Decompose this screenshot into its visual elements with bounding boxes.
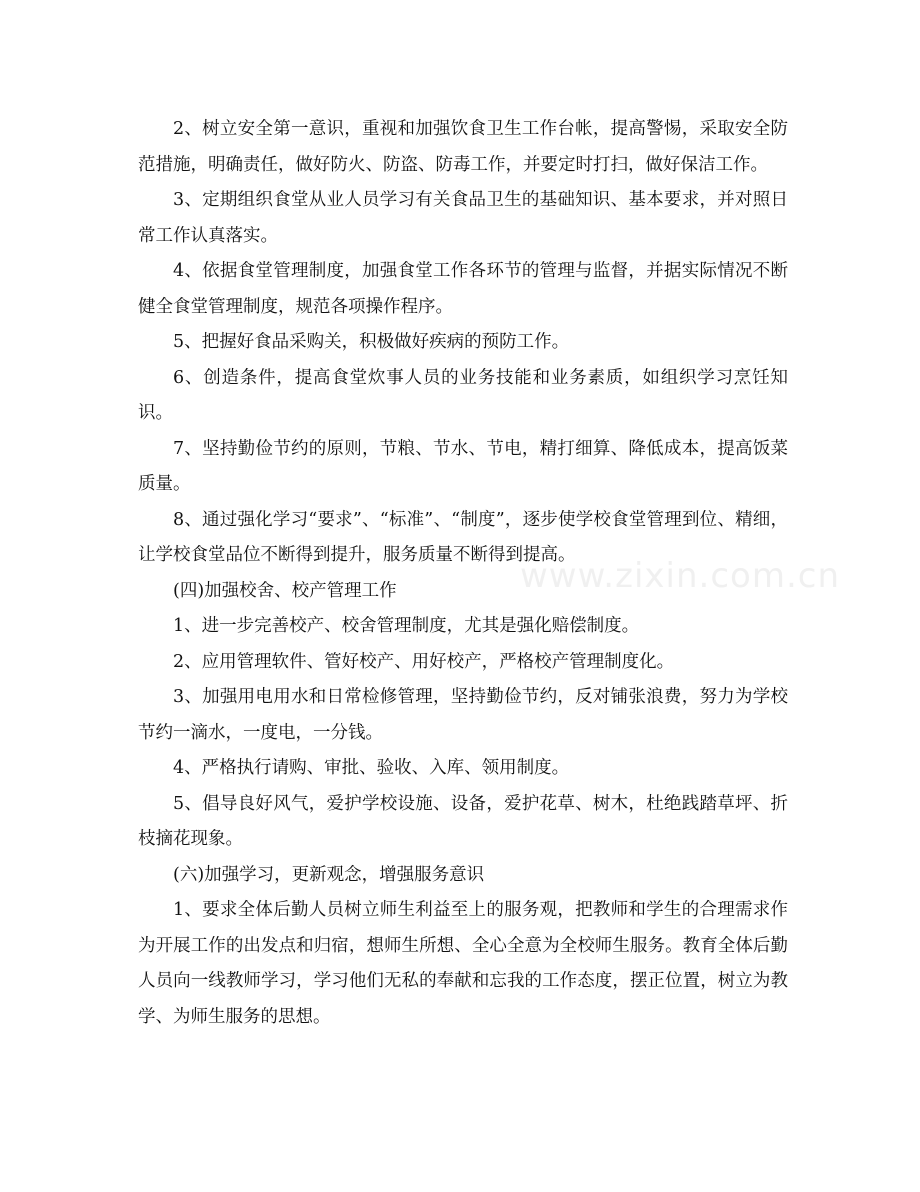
paragraph-item-4: 4、依据食堂管理制度，加强食堂工作各环节的管理与监督，并据实际情况不断健全食堂管理制度，规范各项操作程序。 [138,261,788,317]
section4-item-4: 4、严格执行请购、审批、验收、入库、领用制度。 [173,758,570,778]
section-heading-6: (六)加强学习，更新观念，增强服务意识 [173,864,485,885]
paragraph-item-2: 2、树立安全第一意识，重视和加强饮食卫生工作台帐，提高警惕，采取安全防范措施，明确责任，做好防火、防盗、防毒工作，并要定时打扫，做好保洁工作。 [138,119,788,175]
watermark-text: www.zixin.com.cn [520,556,840,596]
paragraph-item-6: 6、创造条件，提高食堂炊事人员的业务技能和业务素质，如组织学习烹饪知识。 [138,367,788,423]
section4-item-3: 3、加强用电用水和日常检修管理，坚持勤俭节约，反对铺张浪费，努力为学校节约一滴水，一度电，一分钱。 [138,687,788,743]
paragraph-item-7: 7、坚持勤俭节约的原则，节粮、节水、节电，精打细算、降低成本，提高饭菜质量。 [138,438,788,494]
section-heading-4: (四)加强校舍、校产管理工作 [173,580,397,601]
section4-item-5: 5、倡导良好风气，爱护学校设施、设备，爱护花草、树木，杜绝践踏草坪、折枝摘花现象。 [138,793,788,849]
paragraph-item-3: 3、定期组织食堂从业人员学习有关食品卫生的基础知识、基本要求，并对照日常工作认真落实。 [138,190,788,246]
paragraph-item-8: 8、通过强化学习“要求”、“标准”、“制度”，逐步使学校食堂管理到位、精细，让学校食堂品位不断得到提升，服务质量不断得到提高。 [138,509,788,565]
section6-item-1: 1、要求全体后勤人员树立师生利益至上的服务观，把教师和学生的合理需求作为开展工作的出发点和归宿，想师生所想、全心全意为全校师生服务。教育全体后勤人员向一线教师学习，学习他们无私的奉献和忘我的工作态度，摆正位置，树立为教学、为师生服务的思想。 [138,900,788,1027]
section4-item-2: 2、应用管理软件、管好校产、用好校产，严格校产管理制度化。 [173,651,675,672]
section4-item-1: 1、进一步完善校产、校舍管理制度，尤其是强化赔偿制度。 [173,616,640,636]
paragraph-item-5: 5、把握好食品采购关，积极做好疾病的预防工作。 [173,332,570,352]
